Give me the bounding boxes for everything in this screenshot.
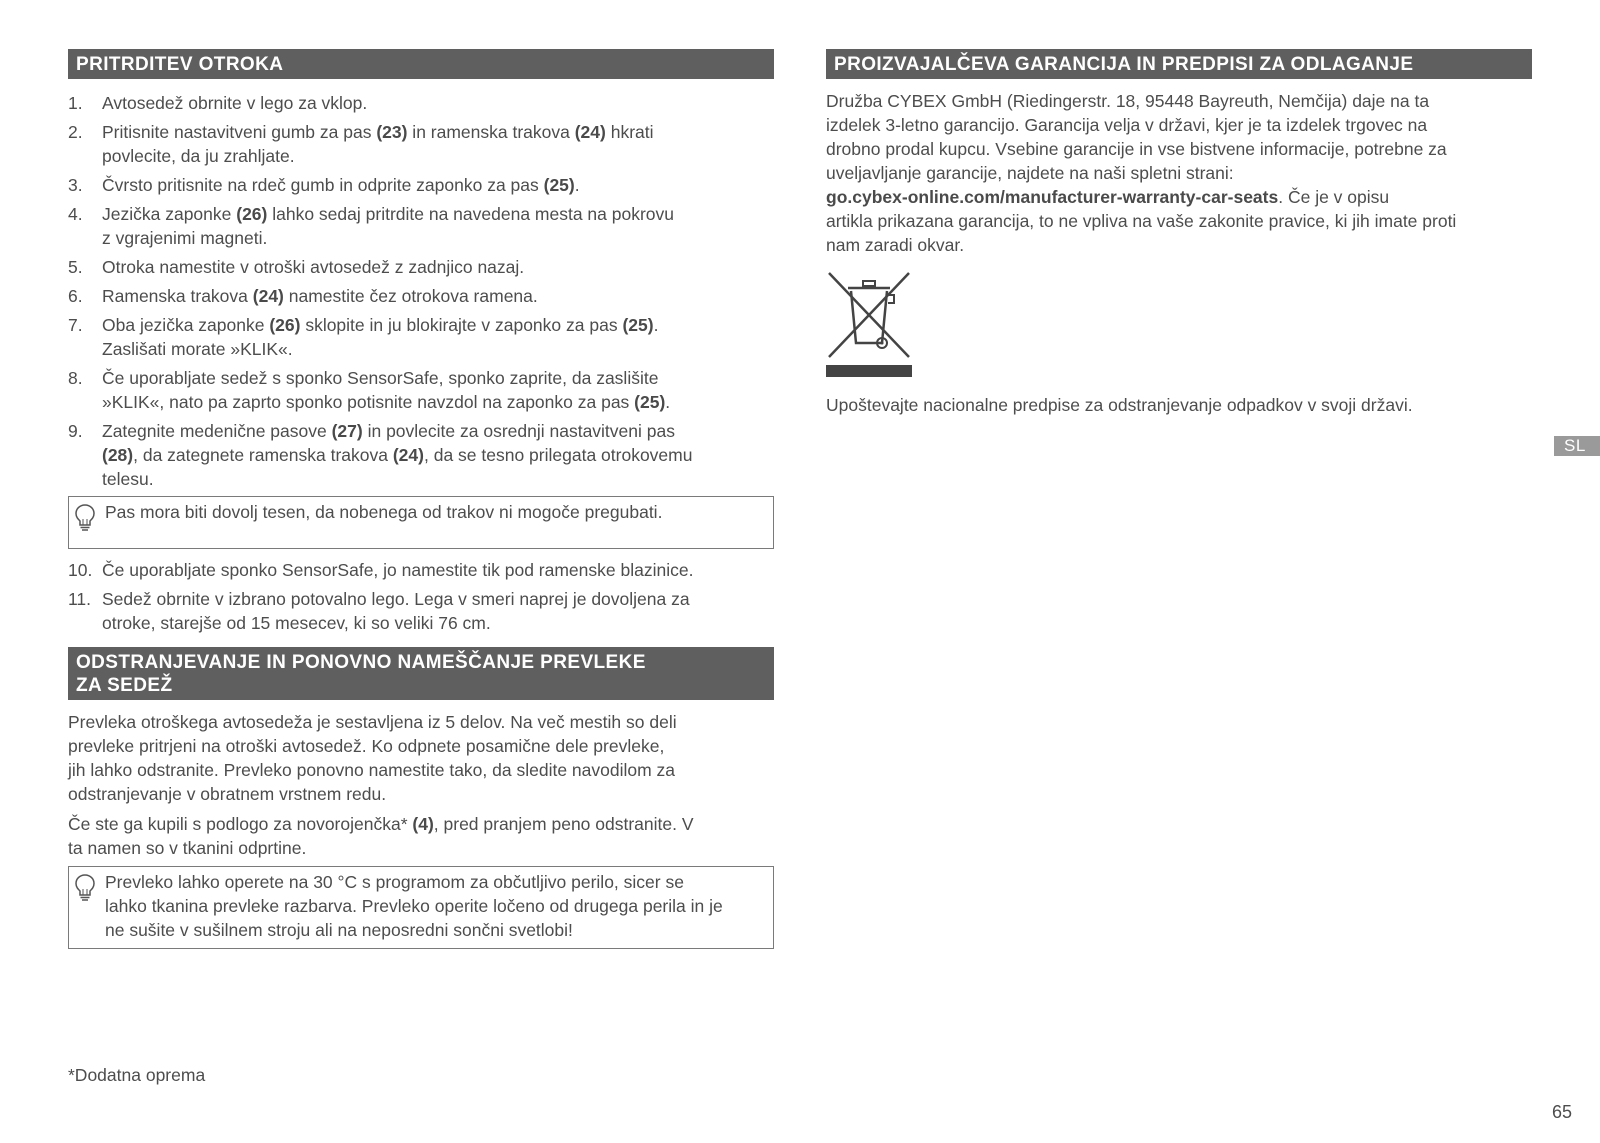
list-item-number: 2. bbox=[68, 122, 83, 142]
list-item-number: 1. bbox=[68, 93, 83, 113]
list-item-number: 6. bbox=[68, 286, 83, 306]
page-number: 65 bbox=[1552, 1102, 1573, 1122]
newborn-insert-paragraph: Če ste ga kupili s podlogo za novorojenčka* (4), pred pranjem peno odstranite. V ta namen so v tkanini odprtine. bbox=[68, 814, 694, 858]
list-item-number: 11. bbox=[68, 589, 92, 609]
tip-note-belt bbox=[68, 496, 774, 549]
tip-note-text: Prevleko lahko operete na 30 °C s programom za občutljivo perilo, sicer se lahko tkanina prevleke razbarva. Prevleko operite ločeno od drugega perila in je ne sušite v sušilnem stroju ali na neposredni sončni svetlobi! bbox=[105, 872, 723, 940]
list-item: 4. Jezička zaponke (26) lahko sedaj pritrdite na navedena mesta na pokrovu z vgrajenimi magneti. bbox=[68, 204, 675, 248]
crossed-out-wheelie-bin-icon bbox=[826, 269, 912, 377]
list-item: 9. Zategnite medenične pasove (27) in povlecite za osrednji nastavitveni pas (28), da zategnete ramenska trakova (24), da se tesno prilegata otrokovemu telesu. bbox=[68, 421, 693, 489]
left-column bbox=[68, 49, 774, 949]
right-column bbox=[826, 49, 1532, 417]
footnote: *Dodatna oprema bbox=[68, 1065, 206, 1085]
list-item-number: 7. bbox=[68, 315, 83, 335]
list-item-number: 5. bbox=[68, 257, 83, 277]
list-item-number: 4. bbox=[68, 204, 83, 224]
list-item: 5. Otroka namestite v otroški avtosedež z zadnjico nazaj. bbox=[68, 257, 525, 277]
tip-note-washing bbox=[68, 866, 774, 949]
section-header-child-fastening: PRITRDITEV OTROKA bbox=[68, 49, 774, 79]
list-item: 1. Avtosedež obrnite v lego za vklop. bbox=[68, 93, 368, 113]
list-item-number: 10. bbox=[68, 560, 93, 580]
cover-description-paragraph: Prevleka otroškega avtosedeža je sestavljena iz 5 delov. Na več mestih so deli prevleke pritrjeni na otroški avtosedež. Ko odpnete posamične dele prevleke, jih lahko odstranite. Prevleko ponovno namestite tako, da sledite navodilom za odstranjevanje v obratnem vrstnem redu. bbox=[68, 712, 677, 804]
list-item: 3. Čvrsto pritisnite na rdeč gumb in odprite zaponko za pas (25). bbox=[68, 175, 580, 195]
tip-note-text: Pas mora biti dovolj tesen, da nobenega od trakov ni mogoče pregubati. bbox=[105, 502, 663, 522]
warranty-paragraph: Družba CYBEX GmbH (Riedingerstr. 18, 95448 Bayreuth, Nemčija) daje na ta izdelek 3-letno garancijo. Garancija velja v državi, kjer je ta izdelek trgovec na drobno prodal kupcu. Vsebine garancije in vse bistvene informacije, potrebne za uveljavljanje garancije, najdete na naši spletni strani: go.cybex-online.com/manufacturer-warranty-car-seats. Če je v opisu artikla prikazana garancija, to ne vpliva na vaše zakonite pravice, ki jih imate proti nam zaradi okvar. bbox=[826, 91, 1457, 255]
list-item: 8. Če uporabljate sedež s sponko SensorSafe, sponko zaprite, da zaslišite »KLIK«, nato pa zaprto sponko potisnite navzdol na zaponko za pas (25). bbox=[68, 368, 671, 412]
list-item: 7. Oba jezička zaponke (26) sklopite in ju blokirajte v zaponko za pas (25). Zaslišati morate »KLIK«. bbox=[68, 315, 659, 359]
section-header-cover-removal: ODSTRANJEVANJE IN PONOVNO NAMEŠČANJE PREVLEKE ZA SEDEŽ bbox=[68, 647, 774, 700]
list-item-number: 8. bbox=[68, 368, 83, 388]
language-tab: SL bbox=[1554, 436, 1600, 456]
fastening-steps-list bbox=[68, 91, 774, 491]
lightbulb-icon bbox=[74, 503, 96, 533]
list-item: 11. Sedež obrnite v izbrano potovalno lego. Lega v smeri naprej je dovoljena za otroke, starejše od 15 mesecev, ki so veliki 76 cm. bbox=[68, 589, 690, 633]
section-header-warranty: PROIZVAJALČEVA GARANCIJA IN PREDPISI ZA ODLAGANJE bbox=[826, 49, 1532, 79]
list-item-number: 3. bbox=[68, 175, 83, 195]
lightbulb-icon bbox=[74, 873, 96, 903]
list-item-number: 9. bbox=[68, 421, 83, 441]
list-item: 2. Pritisnite nastavitveni gumb za pas (23) in ramenska trakova (24) hkrati povlecite, da ju zrahljate. bbox=[68, 122, 654, 166]
list-item: 6. Ramenska trakova (24) namestite čez otrokova ramena. bbox=[68, 286, 538, 306]
fastening-steps-list-continued bbox=[68, 558, 774, 635]
disposal-paragraph: Upoštevajte nacionalne predpise za odstranjevanje odpadkov v svoji državi. bbox=[826, 395, 1413, 415]
list-item: 10. Če uporabljate sponko SensorSafe, jo namestite tik pod ramenske blazinice. bbox=[68, 560, 694, 580]
